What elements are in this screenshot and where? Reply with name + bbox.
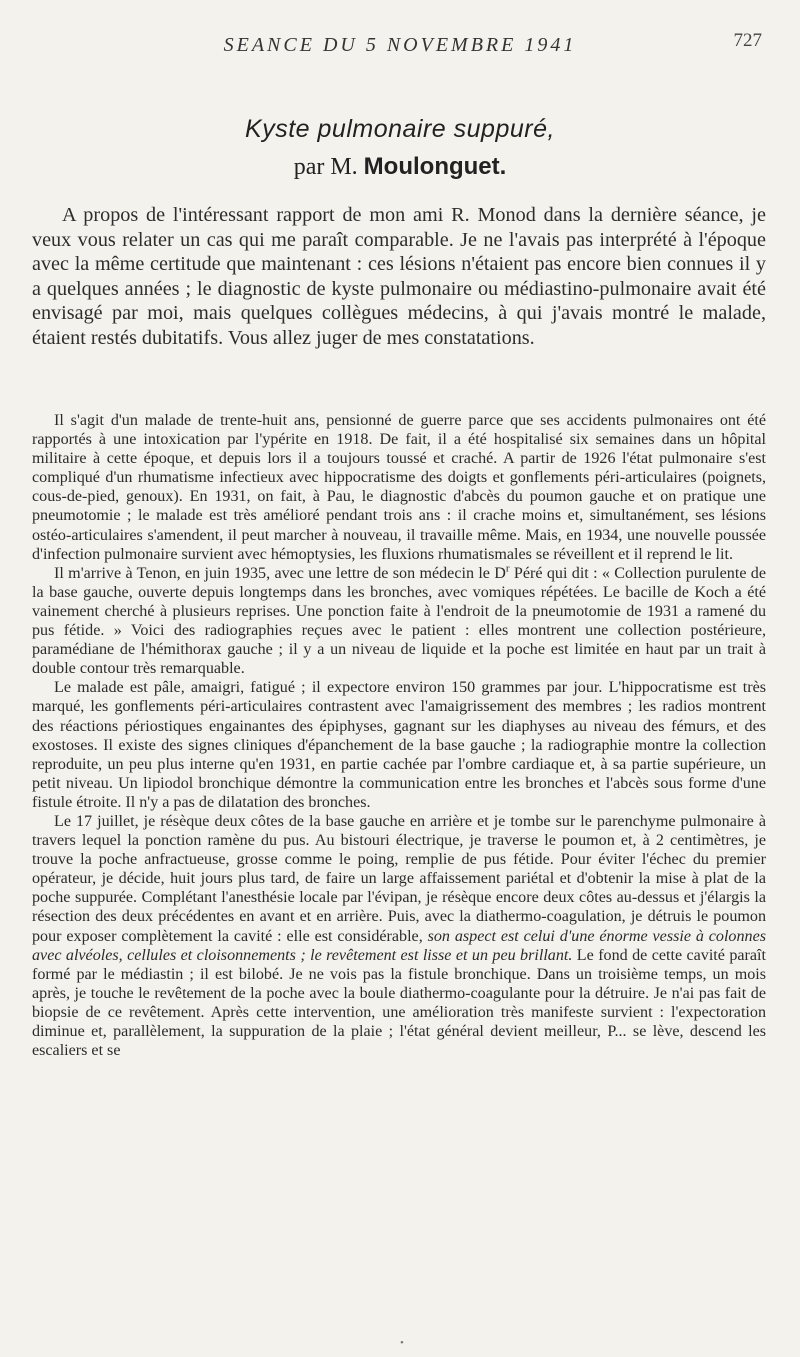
- paragraph-4-part-a: Le 17 juillet, je résèque deux côtes de la base gauche en arrière et je tombe sur le parenchyme pulmonaire à travers lequel la ponction ramène du pus. Au bistouri électrique, je traverse le poumon et, à 2 centimètres, je trouve la poche anfractueuse, grosse comme le poing, remplie de pus fétide. Pour éviter l'échec du premier opérateur, je décide, huit jours plus tard, de faire un large affaissement pariétal et d'obtenir la mise à plat de la poche suppurée. Complétant l'anesthésie locale par l'évipan, je résèque encore deux côtes au-dessus et j'élargis la résection des deux précédentes en avant et en arrière. Puis, avec la diathermo-coagulation, je détruis le poumon pour exposer complètement la cavité : elle est considérable,: [32, 812, 766, 945]
- paragraph-2: [32, 564, 766, 679]
- paragraph-2-superscript: r: [505, 562, 510, 575]
- paragraph-3: Le malade est pâle, amaigri, fatigué ; il expectore environ 150 grammes par jour. L'hippocratisme est très marqué, les gonflements péri-articulaires contrastent avec l'amaigrissement des membres ; les radios montrent des réactions périostiques engainantes des épiphyses, gagnant sur les diaphyses au niveau des fémurs, et des exostoses. Il existe des signes cliniques d'épanchement de la base gauche ; la radiographie montre la collection reproduite, un peu plus interne qu'en 1931, en partie cachée par l'ombre cardiaque et, à sa partie supérieure, un petit niveau. Un lipiodol bronchique démontre la communication entre les bronches et l'abcès sous forme d'une fistule étroite. Il n'y a pas de dilatation des bronches.: [32, 679, 766, 811]
- paragraph-4: [32, 812, 766, 1060]
- author-name: Moulonguet.: [363, 153, 507, 180]
- footer-mark: •: [400, 1337, 404, 1349]
- byline-prefix: par M.: [293, 154, 358, 180]
- intro-section: [32, 203, 766, 350]
- article-title: Kyste pulmonaire suppuré,: [245, 115, 555, 143]
- paragraph-2-part-a: Il m'arrive à Tenon, en juin 1935, avec une lettre de son médecin le D: [54, 564, 506, 582]
- paragraph-1: Il s'agit d'un malade de trente-huit ans, pensionné de guerre parce que ses accidents pulmonaires ont été rapportés à une intoxication par l'ypérite en 1918. De fait, il a été hospitalisé six semaines dans un hôpital militaire à cette époque, et depuis lors il a toujours toussé et craché. A partir de 1926 l'état pulmonaire s'est compliqué d'un rhumatisme infectieux avec hippocratisme des doigts et gonflements péri-articulaires (poignets, cous-de-pied, genoux). En 1931, on fait, à Pau, le diagnostic d'abcès du poumon gauche et on pratique une pneumotomie ; le malade est très amélioré pendant trois ans : il crache moins et, simultanément, ses lésions ostéo-articulaires s'amendent, il peut marcher à nouveau, il travaille même. Mais, en 1934, une nouvelle poussée d'infection pulmonaire survient avec hémoptysies, les fluxions rhumatismales se réveillent et il reprend le lit.: [32, 412, 766, 563]
- running-head: SEANCE DU 5 NOVEMBRE 1941: [223, 34, 577, 56]
- paragraph-2-part-b: Péré qui dit : « Collection purulente de la base gauche, ouverte depuis longtemps dans les bronches, avec vomiques répétées. Le bacille de Koch a été vainement cherché à plusieurs reprises. Une ponction faite à l'endroit de la pneumotomie de 1931 a ramené du pus fétide. » Voici des radiographies reçues avec le patient : elles montrent une collection postérieure, paramédiane de l'hémithorax gauche ; il y a un niveau de liquide et la poche est limitée en haut par un trait à double contour très remarquable.: [32, 564, 766, 678]
- intro-paragraph: A propos de l'intéressant rapport de mon ami R. Monod dans la dernière séance, je veux vous relater un cas qui me paraît comparable. Je ne l'avais pas interprété à l'époque avec la même certitude que maintenant : ces lésions n'étaient pas encore bien connues il y a quelques années ; le diagnostic de kyste pulmonaire ou médiastino-pulmonaire avait été envisagé par moi, mais quelques collègues médecins, à qui j'avais montré le malade, étaient restés dubitatifs. Vous allez juger de mes constatations.: [32, 204, 766, 349]
- paragraph-4-part-b: Le fond de cette cavité paraît formé par le médiastin ; il est bilobé. Je ne vois pas la fistule bronchique. Dans un troisième temps, un mois après, je touche le revêtement de la poche avec la boule diathermo-coagulante pour la détruire. Je n'ai pas fait de biopsie de ce revêtement. Après cette intervention, une amélioration très manifeste survient : l'expectoration diminue et, parallèlement, la suppuration de la plaie ; l'état général devient meilleur, P... se lève, descend les escaliers et se: [32, 946, 766, 1060]
- article-byline: [0, 153, 800, 181]
- page-number: 727: [733, 30, 762, 51]
- paragraph-4-italic: son aspect est celui d'une énorme vessie à colonnes avec alvéoles, cellules et cloisonnements ; le revêtement est lisse et un peu brillant.: [32, 927, 766, 964]
- case-report-body: [32, 411, 766, 1060]
